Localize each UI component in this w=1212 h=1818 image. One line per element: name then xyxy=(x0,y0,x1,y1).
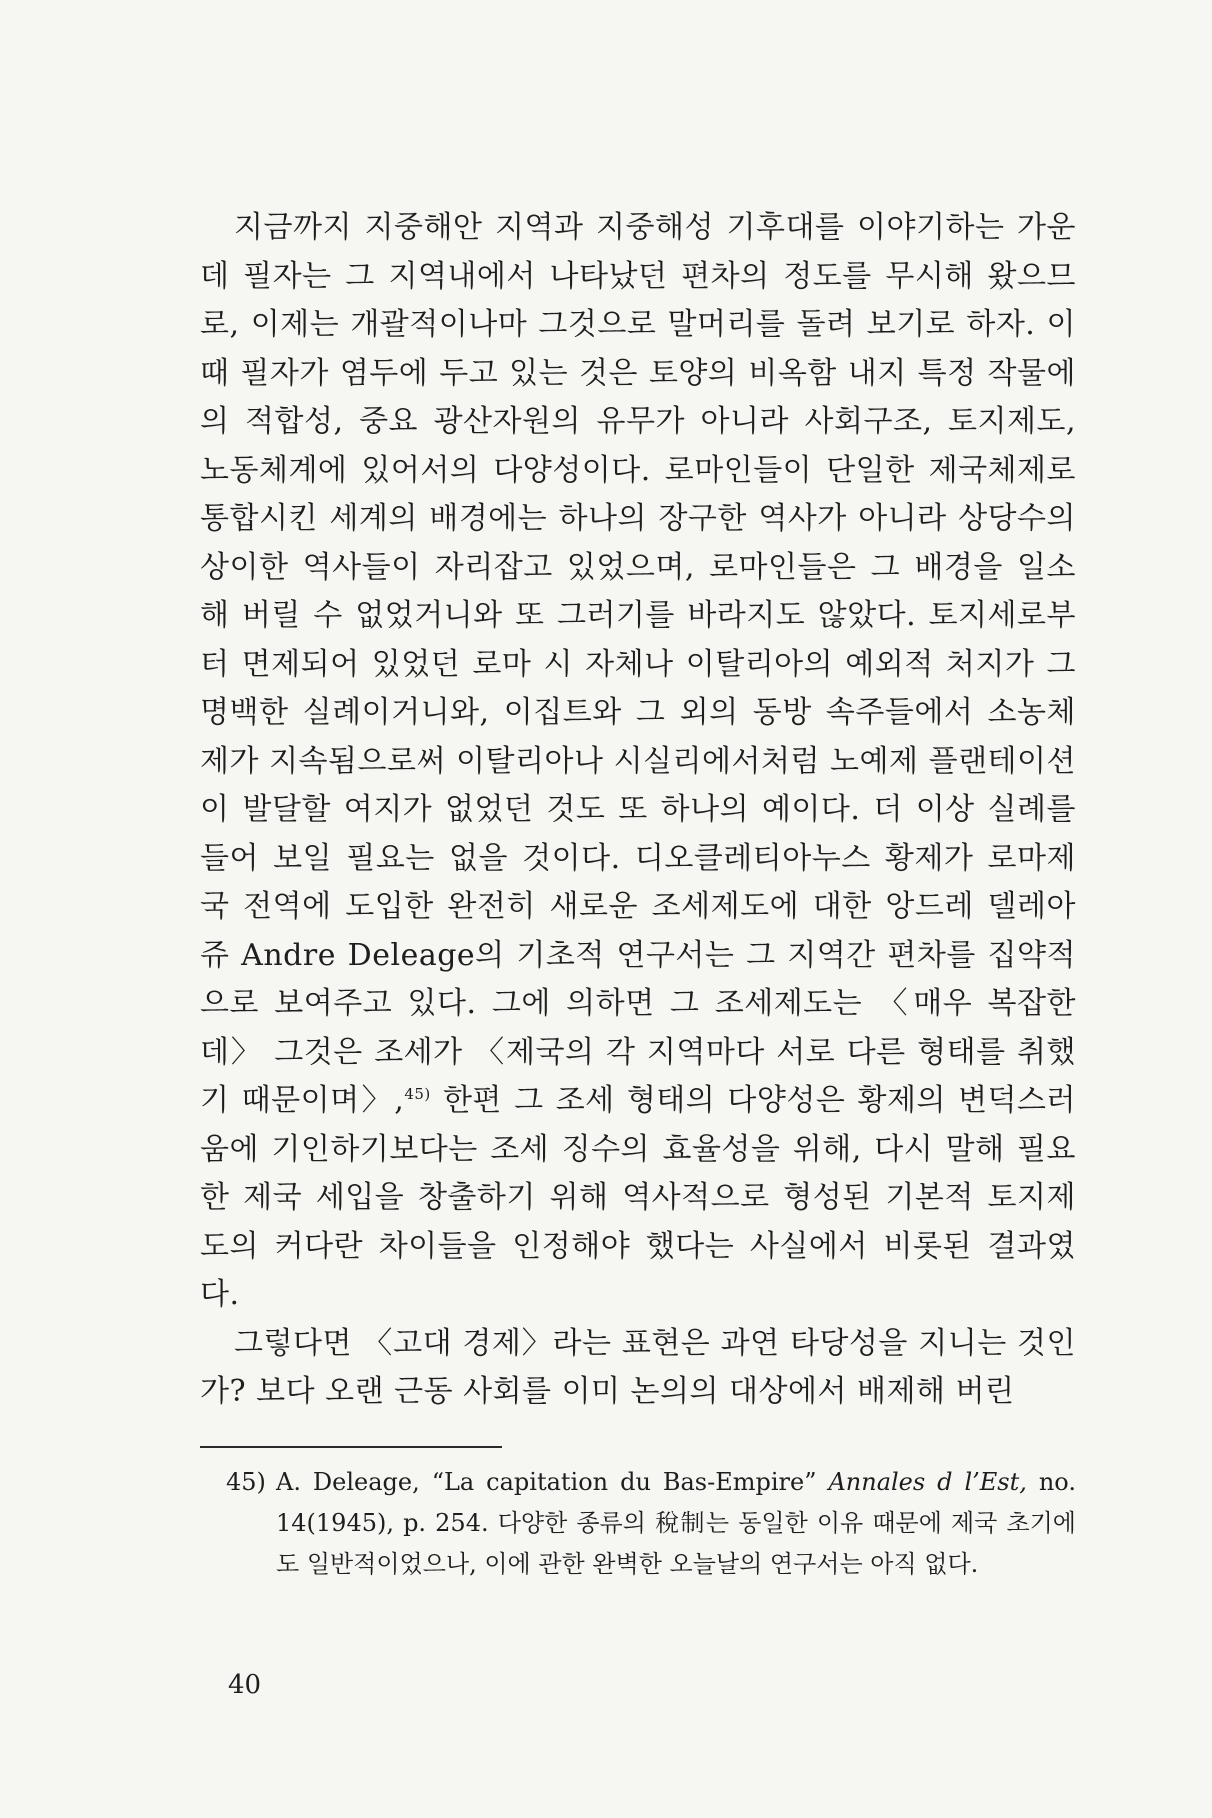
paragraph-text: 지금까지 지중해안 지역과 지중해성 기후대를 이야기하는 가운데 필자는 그 지역내에서 나타났던 편차의 정도를 무시해 왔으므로, 이제는 개괄적이나마 그것으로 말머리를 돌려 보기로 하자. 이때 필자가 염두에 두고 있는 것은 토양의 비옥함 내지 특정 작물에의 적합성, 중요 광산자원의 유무가 아니라 사회구조, 토지제도, 노동체계에 있어서의 다양성이다. 로마인들이 단일한 제국체제로 통합시킨 세계의 배경에는 하나의 장구한 역사가 아니라 상당수의 상이한 역사들이 자리잡고 있었으며, 로마인들은 그 배경을 일소해 버릴 수 없었거니와 또 그러기를 바라지도 않았다. 토지세로부터 면제되어 있었던 로마 시 자체나 이탈리아의 예외적 처지가 그 명백한 실례이거니와, 이집트와 그 외의 동방 속주들에서 소농체제가 지속됨으로써 이탈리아나 시실리에서처럼 노예제 플랜테이션이 발달할 여지가 없었던 것도 또 하나의 예이다. 더 이상 실례를 들어 보일 필요는 없을 것이다. 디오클레티아누스 황제가 로마제국 전역에 도입한 완전히 새로운 조세제도에 대한 앙드레 델레아쥬 Andre Deleage의 기초적 연구서는 그 지역간 편차를 집약적으로 보여주고 있다. 그에 의하면 그 조세제도는 〈매우 복잡한데〉 그것은 조세가 〈제국의 각 지역마다 서로 다른 형태를 취했기 때문이며〉, xyxy=(200,210,1076,1118)
paragraph-text: 그렇다면 〈고대 경제〉라는 표현은 과연 타당성을 지니는 것인가? 보다 오랜 근동 사회를 이미 논의의 대상에서 배제해 버린 xyxy=(200,1325,1076,1409)
footnote-author: A. Deleage, xyxy=(276,1468,420,1496)
footnote-text xyxy=(276,1462,1076,1585)
footnote-details: no. 14(1945), p. 254. 다양한 종류의 稅制는 동일한 이유 때문에 제국 초기에도 일반적이었으나, 이에 관한 완벽한 오늘날의 연구서는 아직 없다. xyxy=(276,1468,1076,1578)
footnote-reference: 45) xyxy=(404,1085,431,1103)
body-paragraph xyxy=(200,204,1076,1320)
footnote-number: 45) xyxy=(226,1468,266,1496)
page-number: 40 xyxy=(228,1670,262,1700)
footnote-title: “La capitation du Bas-Empire” xyxy=(431,1468,817,1496)
footnote-divider xyxy=(200,1446,502,1448)
body-paragraph xyxy=(200,1320,1076,1417)
footnote-journal: Annales d l’Est, xyxy=(828,1468,1027,1496)
paragraph-text-continued: 한편 그 조세 형태의 다양성은 황제의 변덕스러움에 기인하기보다는 조세 징수의 효율성을 위해, 다시 말해 필요한 제국 세입을 창출하기 위해 역사적으로 형성된 기본적 토지제도의 커다란 차이들을 인정해야 했다는 사실에서 비롯된 결과였다. xyxy=(200,1083,1077,1312)
body-text xyxy=(200,204,1076,1417)
